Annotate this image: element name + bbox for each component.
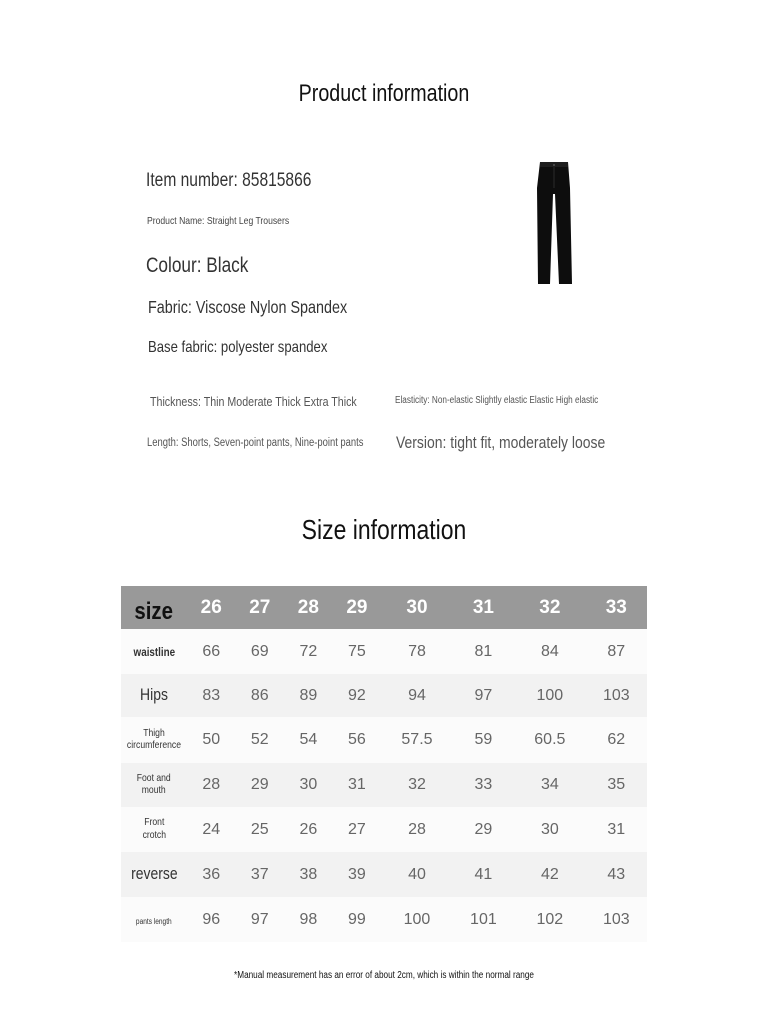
row-label: pants length — [136, 916, 172, 926]
size-value-cell: 100 — [536, 686, 564, 704]
size-header-cell: 28 — [297, 596, 319, 618]
size-value-cell: 27 — [348, 820, 366, 838]
size-value-cell: 75 — [348, 642, 366, 660]
size-header-label: size — [134, 597, 174, 625]
row-label: Front crotch — [142, 816, 166, 841]
size-value-cell: 33 — [474, 776, 493, 793]
size-value-cell: 50 — [202, 731, 221, 748]
size-table-row — [121, 717, 647, 763]
size-value-cell: 28 — [202, 776, 221, 793]
colour: Colour: Black — [146, 254, 249, 277]
black-trousers-photo-icon — [532, 158, 580, 286]
size-value-cell: 26 — [299, 820, 318, 838]
size-value-cell: 83 — [202, 686, 221, 704]
size-value-cell: 87 — [607, 642, 626, 660]
size-table-row — [121, 807, 647, 852]
size-value-cell: 66 — [202, 642, 221, 660]
size-value-cell: 102 — [536, 910, 564, 928]
size-value-cell: 42 — [540, 865, 559, 883]
row-label: Foot and mouth — [136, 771, 171, 797]
size-value-cell: 84 — [540, 642, 559, 660]
measurement-note: *Manual measurement has an error of about 2cm, which is within the normal range — [234, 970, 534, 981]
size-value-cell: 62 — [607, 731, 626, 748]
size-information-title: Size information — [301, 514, 467, 545]
size-value-cell: 86 — [250, 686, 269, 704]
thickness: Thickness: Thin Moderate Thick Extra Thick — [150, 394, 357, 409]
size-value-cell: 81 — [474, 642, 493, 660]
size-value-cell: 40 — [408, 865, 426, 883]
size-value-cell: 89 — [299, 686, 318, 704]
size-table-row — [121, 763, 647, 807]
size-header-cell: 33 — [605, 596, 627, 618]
size-value-cell: 101 — [470, 910, 497, 928]
base-fabric: Base fabric: polyester spandex — [148, 339, 328, 356]
size-value-cell: 78 — [408, 642, 426, 660]
size-header-cell: 30 — [406, 596, 428, 618]
size-value-cell: 56 — [348, 731, 366, 748]
size-value-cell: 99 — [348, 910, 366, 928]
row-label: reverse — [130, 864, 178, 884]
product-name: Product Name: Straight Leg Trousers — [147, 215, 290, 227]
size-value-cell: 94 — [408, 686, 426, 704]
size-header-cell: 29 — [346, 596, 368, 618]
size-value-cell: 31 — [348, 776, 366, 793]
size-value-cell: 96 — [202, 910, 221, 928]
row-label: Hips — [140, 685, 168, 705]
size-header-cell: 27 — [249, 596, 271, 618]
size-value-cell: 98 — [299, 910, 318, 928]
size-value-cell: 29 — [250, 776, 269, 793]
version: Version: tight fit, moderately loose — [396, 433, 606, 452]
size-value-cell: 24 — [202, 820, 221, 838]
item-number: Item number: 85815866 — [146, 170, 312, 191]
fabric: Fabric: Viscose Nylon Spandex — [148, 297, 348, 317]
size-value-cell: 60.5 — [534, 731, 566, 748]
size-value-cell: 100 — [403, 910, 431, 928]
size-value-cell: 35 — [607, 776, 626, 793]
size-value-cell: 69 — [250, 642, 269, 660]
size-value-cell: 103 — [602, 686, 630, 704]
size-value-cell: 103 — [602, 910, 630, 928]
size-value-cell: 72 — [299, 642, 318, 660]
size-value-cell: 38 — [299, 865, 318, 883]
size-table-row — [121, 852, 647, 897]
size-value-cell: 30 — [299, 776, 318, 793]
size-table-row — [121, 629, 647, 674]
elasticity: Elasticity: Non-elastic Slightly elastic Elastic High elastic — [395, 395, 599, 406]
size-header-row — [121, 586, 647, 629]
size-value-cell: 30 — [540, 820, 559, 838]
size-header-cell: 32 — [539, 596, 561, 618]
size-value-cell: 41 — [474, 865, 493, 883]
size-table-row — [121, 674, 647, 717]
size-value-cell: 39 — [348, 865, 366, 883]
size-value-cell: 34 — [540, 776, 559, 793]
size-value-cell: 57.5 — [401, 731, 433, 748]
size-table-row — [121, 897, 647, 942]
row-label: waistline — [133, 644, 175, 659]
size-header-cell: 26 — [200, 596, 222, 618]
size-value-cell: 54 — [299, 731, 318, 748]
length: Length: Shorts, Seven-point pants, Nine-point pants — [147, 437, 364, 449]
size-value-cell: 43 — [607, 865, 626, 883]
size-value-cell: 29 — [474, 820, 493, 838]
size-value-cell: 31 — [607, 820, 626, 838]
size-value-cell: 52 — [250, 731, 269, 748]
size-value-cell: 59 — [474, 731, 493, 748]
size-value-cell: 28 — [408, 820, 426, 838]
size-value-cell: 97 — [474, 686, 493, 704]
size-value-cell: 92 — [348, 686, 366, 704]
product-information-title: Product information — [298, 80, 470, 107]
size-table — [121, 586, 647, 942]
size-value-cell: 97 — [250, 910, 269, 928]
size-header-cell: 31 — [472, 596, 494, 618]
size-value-cell: 32 — [408, 776, 426, 793]
size-value-cell: 37 — [250, 865, 269, 883]
row-label: Thigh circumference — [126, 726, 182, 752]
size-value-cell: 25 — [250, 820, 269, 838]
size-value-cell: 36 — [202, 865, 221, 883]
